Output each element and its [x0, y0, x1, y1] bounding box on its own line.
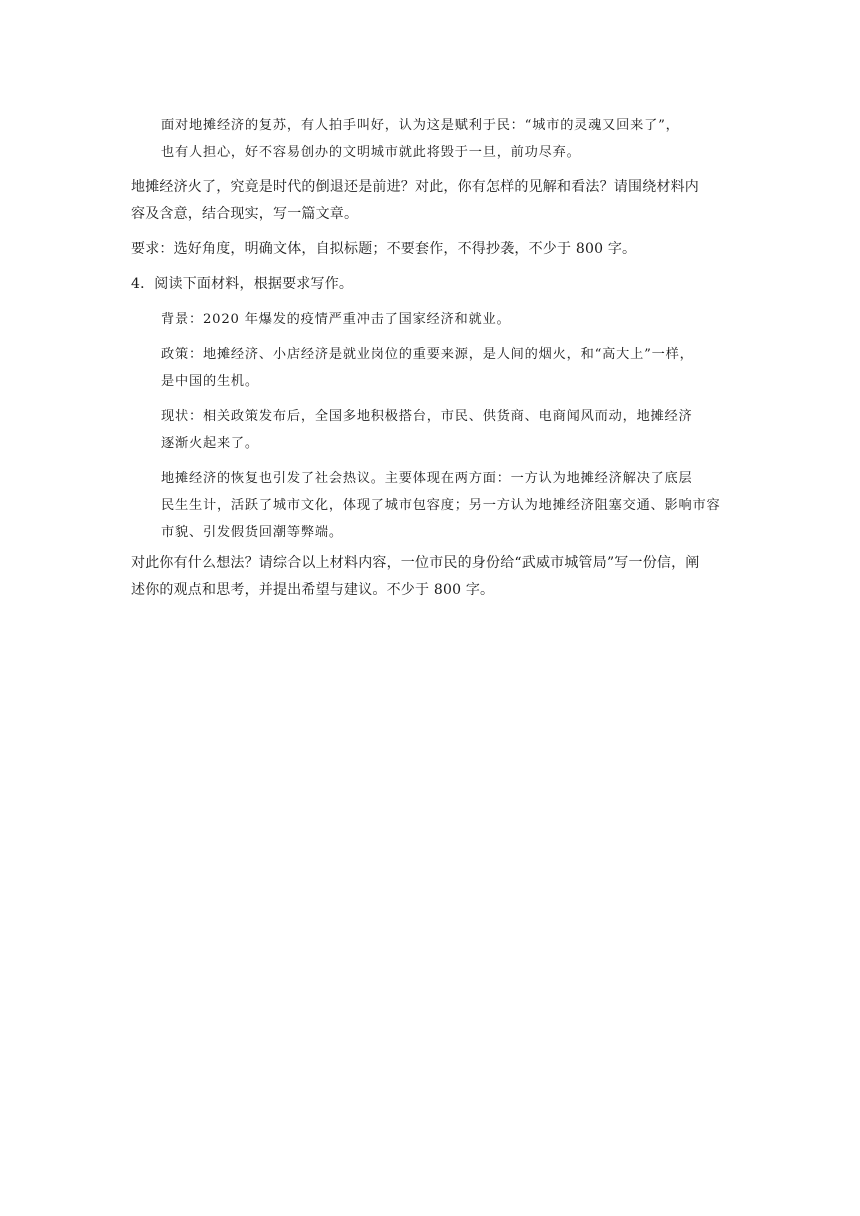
paragraph-line: 现状：相关政策发布后，全国多地积极搭台，市民、供货商、电商闻风而动，地摊经济 [161, 409, 693, 424]
paragraph-public-debate [131, 465, 731, 546]
paragraph-current-situation [131, 403, 731, 457]
paragraph-line: 市貌、引发假货回潮等弊端。 [161, 525, 343, 540]
paragraph-line: 政策：地摊经济、小店经济是就业岗位的重要来源，是人间的烟火，和“高大上”一样， [161, 347, 694, 362]
paragraph-line: 4．阅读下面材料，根据要求写作。 [131, 276, 354, 292]
paragraph-line: 背景：2020 年爆发的疫情严重冲击了国家经济和就业。 [161, 312, 511, 327]
paragraph-line: 对此你有什么想法？请综合以上材料内容，一位市民的身份给“武威市城管局”写一份信，阐 [131, 555, 700, 571]
paragraph-line: 地摊经济火了，究竟是时代的倒退还是前进？对此，你有怎样的见解和看法？请围绕材料内 [131, 179, 699, 195]
paragraph-line: 容及含意，结合现实，写一篇文章。 [131, 206, 359, 222]
paragraph-line: 也有人担心，好不容易创办的文明城市就此将毁于一旦，前功尽弃。 [161, 145, 581, 160]
paragraph-policy [131, 341, 731, 395]
paragraph-background [131, 306, 731, 333]
question-4-heading [131, 271, 731, 298]
paragraph-line: 逐渐火起来了。 [161, 436, 259, 451]
paragraph-prompt-question [131, 174, 731, 228]
document-page [131, 112, 731, 612]
paragraph-writing-task [131, 550, 731, 604]
paragraph-line: 面对地摊经济的复苏，有人拍手叫好，认为这是赋利于民：“城市的灵魂又回来了”， [161, 118, 680, 133]
paragraph-line: 民生生计，活跃了城市文化，体现了城市包容度；另一方认为地摊经济阻塞交通、影响市容 [161, 498, 721, 513]
paragraph-requirements [131, 236, 731, 263]
paragraph-stall-revival-opinions [131, 112, 731, 166]
paragraph-line: 要求：选好角度，明确文体，自拟标题；不要套作，不得抄袭，不少于 800 字。 [131, 241, 637, 257]
paragraph-line: 是中国的生机。 [161, 374, 259, 389]
paragraph-line: 地摊经济的恢复也引发了社会热议。主要体现在两方面：一方认为地摊经济解决了底层 [161, 471, 693, 486]
paragraph-line: 述你的观点和思考，并提出希望与建议。不少于 800 字。 [131, 582, 495, 598]
